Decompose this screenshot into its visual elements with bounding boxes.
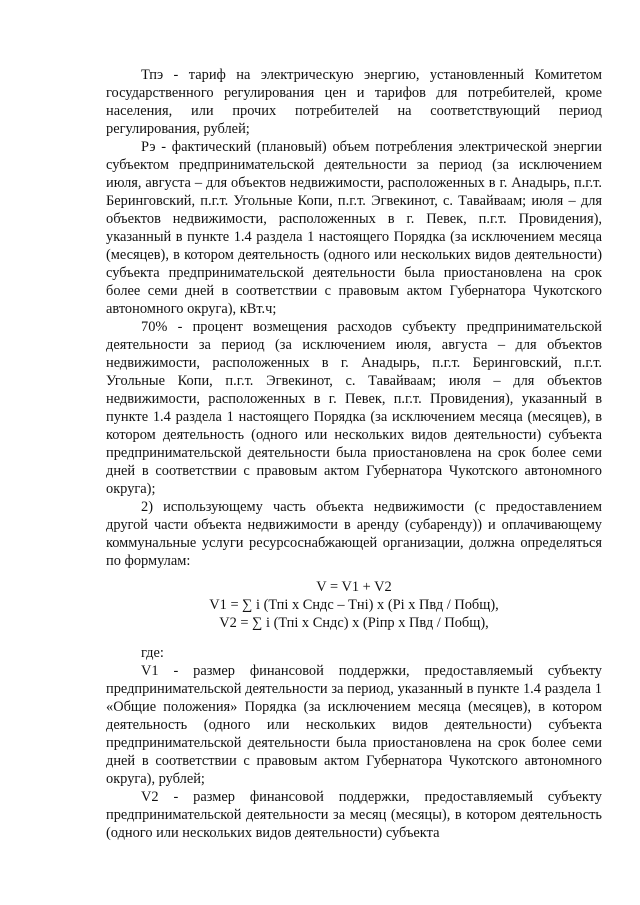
paragraph-item-2: 2) использующему часть объекта недвижимости (с предоставлением другой части объекта недвижимости в аренду (субаренду)) и оплачивающему коммунальные услуги ресурсоснабжающей организации, должна определяться по формулам: (106, 499, 602, 569)
formula-v1: V1 = ∑ i (Тпi x Cндс – Тнi) x (Рi x Пвд / Побщ), (209, 597, 499, 613)
paragraph-tpe-definition: Тпэ - тариф на электрическую энергию, установленный Комитетом государственного регулирования цен и тарифов для потребителей, кроме населения, или прочих потребителей на соответствующий период регулирования, рублей; (106, 67, 602, 137)
formula-v: V = V1 + V2 (316, 579, 392, 595)
paragraph-70-percent-definition: 70% - процент возмещения расходов субъекту предпринимательской деятельности за период (за исключением июля, августа – для объектов недвижимости, расположенных в г. Анадырь, п.г.т. Беринговский, п.г.т. Угольные Копи, п.г.т. Эгвекинот, с. Тавайваам; июля – для объектов недвижимости, расположенных в г. Певек, п.г.т. Провидения), указанный в пункте 1.4 раздела 1 настоящего Порядка (за исключением месяца (месяцев), в котором деятельность (одного или нескольких видов деятельности) субъекта предпринимательской деятельности была приостановлена на срок более семи дней в соответствии с правовым актом Губернатора Чукотского автономного округа); (106, 319, 602, 497)
paragraph-re-definition: Рэ - фактический (плановый) объем потребления электрической энергии субъектом предпринимательской деятельности за период (за исключением июля, августа – для объектов недвижимости, расположенных в г. Анадырь, п.г.т. Беринговский, п.г.т. Угольные Копи, п.г.т. Эгвекинот, с. Тавайваам; июля – для объектов недвижимости, расположенных в г. Певек, п.г.т. Провидения), указанный в пункте 1.4 раздела 1 настоящего Порядка (за исключением месяца (месяцев), в котором деятельность (одного или нескольких видов деятельности) субъекта предпринимательской деятельности была приостановлена на срок более семи дней в соответствии с правовым актом Губернатора Чукотского автономного округа), кВт.ч; (106, 139, 602, 317)
where-label: где: (141, 645, 164, 661)
paragraph-v1-definition: V1 - размер финансовой поддержки, предоставляемый субъекту предпринимательской деятельности за период, указанный в пункте 1.4 раздела 1 «Общие положения» Порядка (за исключением месяца (месяцев), в котором деятельность (одного или нескольких видов деятельности) субъекта предпринимательской деятельности была приостановлена на срок более семи дней в соответствии с правовым актом Губернатора Чукотского автономного округа), рублей; (106, 663, 602, 787)
document-page (106, 66, 602, 842)
paragraph-v2-definition: V2 - размер финансовой поддержки, предоставляемый субъекту предпринимательской деятельности за месяц (месяцы), в котором деятельность (одного или нескольких видов деятельности) субъекта (106, 789, 602, 841)
formula-v2: V2 = ∑ i (Тпi x Cндс) x (Рiпр x Пвд / Побщ), (219, 615, 489, 631)
formula-block (106, 578, 602, 632)
